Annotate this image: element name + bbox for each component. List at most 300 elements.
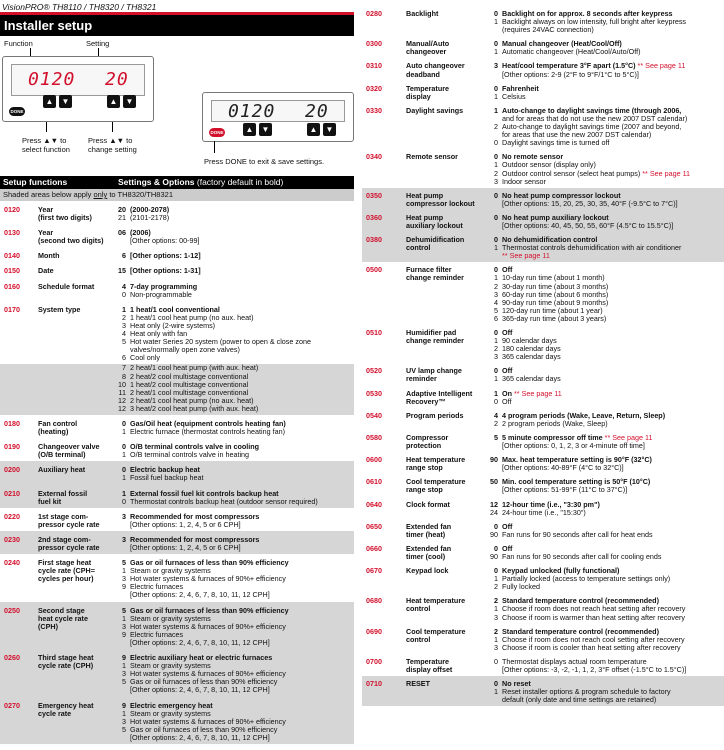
option-item [488, 222, 724, 230]
option-value: 7 [122, 363, 126, 373]
option-list [488, 153, 724, 185]
option-value: 3 [122, 320, 126, 330]
setting-row [362, 676, 724, 706]
option-list [488, 10, 724, 34]
option-list [488, 628, 724, 652]
option-text: Off [502, 396, 512, 406]
option-list [488, 523, 724, 539]
option-list [116, 443, 354, 459]
option-text: Steam or gravity systems [130, 613, 211, 623]
function-label: Function [4, 39, 33, 48]
function-code: 0650 [366, 521, 382, 531]
see-page-reference: ** See page 11 [511, 388, 562, 398]
option-value: 1 [494, 388, 498, 398]
option-value: 3 [494, 61, 498, 71]
option-value: 3 [494, 612, 498, 622]
function-down-arrow-icon[interactable]: ▼ [59, 95, 72, 108]
option-text: Gas or oil furnaces of less than 90% efficiency [130, 724, 278, 734]
option-text: Indoor sensor [502, 176, 546, 186]
option-text: Gas or oil furnaces of less than 90% efficiency [130, 677, 278, 687]
thermostat-display-left [2, 56, 154, 122]
option-value: 0 [122, 465, 126, 475]
option-text: Min. cool temperature setting is 50°F (10°C) [502, 477, 651, 487]
function-name: External fossil fuel kit [38, 488, 88, 506]
option-item [488, 486, 724, 494]
option-item [116, 639, 354, 647]
option-text: Fossil fuel backup heat [130, 473, 204, 483]
option-value: 5 [122, 558, 126, 568]
option-value: 5 [122, 605, 126, 615]
function-code: 0180 [4, 418, 20, 428]
option-item [488, 353, 724, 361]
option-list [116, 466, 354, 482]
function-code: 0500 [366, 265, 382, 275]
setting-row [362, 474, 724, 496]
option-value [116, 544, 126, 552]
option-text: [Other options: 51-99°F (11°C to 37°C)] [502, 485, 628, 495]
option-text: Max. heat temperature setting is 90°F (32°C) [502, 455, 652, 465]
option-list [116, 229, 354, 245]
option-text: [Other options: 2-9 (2°F to 9°F/1°C to 5°C)] [502, 69, 639, 79]
option-text: and for areas that do not use the new 2007 DST calendar) [502, 113, 688, 123]
function-code: 0300 [366, 39, 382, 49]
setting-row [0, 461, 354, 484]
done-button-highlighted[interactable]: DONE [210, 130, 224, 135]
option-text: Off [502, 328, 513, 337]
option-item [488, 375, 724, 383]
option-value: 2 [494, 281, 498, 291]
option-text: [Other options: 0, 1, 2, 3 or 4-minute off time] [502, 441, 645, 451]
function-code: 0520 [366, 366, 382, 376]
option-text: (2101-2178) [130, 213, 170, 223]
option-list [116, 252, 354, 260]
option-item [488, 666, 724, 674]
option-text: 365 calendar days [502, 352, 561, 362]
setting-row [362, 654, 724, 676]
setting-row [362, 210, 724, 232]
setting-row [0, 301, 354, 365]
function-code: 0580 [366, 432, 382, 442]
function-code: 0340 [366, 152, 382, 162]
option-value: 8 [122, 371, 126, 381]
option-value: 4 [122, 281, 126, 291]
option-value: 1 [122, 450, 126, 460]
option-text: Gas/Oil heat (equipment controls heating fan) [130, 418, 286, 428]
option-value: 2 [494, 582, 498, 592]
option-value: 90 [490, 455, 498, 465]
option-value: 3 [122, 534, 126, 544]
option-value: 1 [494, 91, 498, 101]
option-value: 1 [494, 105, 498, 115]
option-item [116, 686, 354, 694]
option-list [116, 513, 354, 529]
setting-row [362, 232, 724, 262]
option-list [116, 267, 354, 275]
option-text: [Other options: 00-99] [130, 236, 200, 246]
option-text: 7-day programming [130, 281, 198, 291]
function-name: 1st stage com- pressor cycle rate [38, 511, 100, 529]
option-value [488, 26, 498, 34]
option-item [488, 26, 724, 34]
option-text: Gas or oil furnaces of less than 90% efficiency [130, 605, 289, 615]
function-name: Keypad lock [406, 566, 449, 576]
option-value: 0 [122, 442, 126, 452]
col-settings-options [118, 176, 283, 189]
function-code: 0350 [366, 190, 382, 200]
option-value [116, 521, 126, 529]
function-name: Remote sensor [406, 152, 458, 162]
setting-row [0, 262, 354, 277]
option-text: for areas that use the new 2007 DST calendar) [502, 130, 652, 140]
option-text: On ** See page 11 [502, 388, 562, 398]
setting-row [0, 697, 354, 744]
option-text: 365-day run time (about 3 years) [502, 313, 607, 323]
option-value [488, 222, 498, 230]
option-text: 365 calendar days [502, 374, 561, 384]
option-list [488, 567, 724, 591]
shade-note-post: to TH8320/TH8321 [107, 190, 173, 199]
option-value: 1 [494, 687, 498, 697]
setting-row [362, 58, 724, 80]
option-item [488, 398, 724, 406]
option-list [488, 192, 724, 208]
option-value: 0 [494, 83, 498, 93]
option-list [488, 266, 724, 323]
setting-row [0, 415, 354, 438]
function-name: Backlight [406, 9, 439, 18]
function-code: 0640 [366, 499, 382, 509]
option-value: 3 [122, 621, 126, 631]
function-code: 0120 [4, 205, 20, 214]
option-text: Daylight savings time is turned off [502, 138, 610, 148]
option-value: 0 [122, 289, 126, 299]
option-text: Thermostat controls backup heat (outdoor sensor required) [130, 496, 318, 506]
setting-row [0, 508, 354, 531]
option-text: 2 heat/1 cool heat pump (with aux. heat) [130, 363, 259, 373]
function-down-arrow-icon[interactable]: ▼ [259, 123, 272, 136]
setting-row [0, 485, 354, 508]
option-value: 0 [494, 212, 498, 222]
option-value: 0 [494, 396, 498, 406]
left-column [0, 0, 354, 744]
option-text: Keypad unlocked (fully functional) [502, 566, 620, 576]
option-list [116, 607, 354, 647]
option-value: 3 [494, 289, 498, 299]
option-value: 3 [494, 642, 498, 652]
option-text: Steam or gravity systems [130, 708, 211, 718]
option-value: 0 [494, 366, 498, 376]
option-list [488, 478, 724, 494]
option-text: Automatic changeover (Heat/Cool/Auto/Off) [502, 47, 641, 57]
option-text: No reset [502, 679, 531, 689]
option-value [488, 200, 498, 208]
function-name: Fan control (heating) [38, 418, 78, 437]
option-list [488, 62, 724, 78]
function-name: Year (second two digits) [38, 228, 104, 246]
option-item [488, 531, 724, 539]
option-text: Electric auxiliary heat or electric furnaces [130, 653, 273, 663]
option-text: Thermostat controls dehumidification with air conditioner [502, 243, 682, 253]
option-value: 1 [494, 17, 498, 27]
function-code [0, 364, 38, 413]
option-value: 0 [494, 152, 498, 162]
option-text: Reset installer options & program schedule to factory [502, 687, 671, 697]
option-text: No remote sensor [502, 152, 564, 162]
option-text: Off [502, 543, 513, 553]
option-list [116, 654, 354, 694]
function-name: Cool temperature range stop [406, 477, 466, 495]
option-text: 1 heat/2 cool multistage conventional [130, 379, 249, 389]
function-name: First stage heat cycle rate (CPH= cycles per hour) [38, 558, 95, 584]
option-value: 3 [122, 716, 126, 726]
option-text: 24-hour time (i.e., "15:30") [502, 507, 586, 517]
option-value [488, 71, 498, 79]
option-value: 2 [122, 312, 126, 322]
function-name: Clock format [406, 499, 450, 509]
option-text: Gas or oil furnaces of less than 90% efficiency [130, 558, 289, 568]
setting-row [362, 6, 724, 36]
setting-row [362, 103, 724, 149]
option-text: Heat/cool temperature 3°F apart (1.5°C) ** See page 11 [502, 61, 686, 71]
option-text: Standard temperature control (recommended) [502, 626, 659, 636]
caption-done: Press DONE to exit & save settings. [204, 157, 325, 166]
option-item [116, 734, 354, 742]
option-item [116, 428, 354, 436]
option-value: 0 [494, 521, 498, 531]
option-text: 90-day run time (about 9 months) [502, 297, 609, 307]
option-text: 2 heat/1 cool heat pump (no aux. heat) [130, 395, 254, 405]
option-text: Fan runs for 90 seconds after call for heat ends [502, 529, 653, 539]
option-value: 1 [122, 661, 126, 671]
setting-row [0, 649, 354, 696]
option-value: 11 [118, 387, 126, 397]
option-value [116, 686, 126, 694]
option-value: 0 [494, 679, 498, 689]
option-item [116, 498, 354, 506]
option-text: Cool only [130, 353, 160, 363]
option-text: 10-day run time (about 1 month) [502, 273, 605, 283]
function-name: Auxiliary heat [38, 465, 86, 475]
option-item [488, 696, 724, 704]
option-item [488, 252, 724, 260]
function-code: 0190 [4, 442, 20, 452]
option-value: 9 [122, 582, 126, 592]
option-text: Thermostat displays actual room temperature [502, 656, 647, 666]
option-list [488, 40, 724, 56]
option-item [116, 474, 354, 482]
option-text: Hot water systems & furnaces of 90%+ efficiency [130, 621, 286, 631]
option-item [488, 48, 724, 56]
option-text: Outdoor sensor (display only) [502, 160, 596, 170]
option-value: 1 [494, 273, 498, 283]
col-setup-functions: Setup functions [3, 177, 68, 187]
option-text: Fully locked [502, 582, 540, 592]
option-text: 5 minute compressor off time ** See page 11 [502, 432, 653, 442]
function-code: 0540 [366, 410, 382, 420]
option-item [488, 200, 724, 208]
done-button[interactable]: DONE [10, 109, 24, 114]
function-code: 0680 [366, 596, 382, 606]
option-text: Hot water systems & furnaces of 90%+ efficiency [130, 669, 286, 679]
option-text: 3 heat/2 cool heat pump (with aux. heat) [130, 403, 259, 413]
setting-row [0, 531, 354, 554]
option-value: 4 [494, 297, 498, 307]
option-list [488, 501, 724, 517]
setting-row [0, 201, 354, 224]
option-item [488, 390, 724, 398]
option-text: No dehumidification control [502, 235, 598, 245]
option-text: Electric emergency heat [130, 700, 213, 710]
option-item [116, 544, 354, 552]
option-list [116, 420, 354, 436]
option-text: default (only date and time settings are retained) [502, 695, 657, 705]
option-text: 180 calendar days [502, 344, 561, 354]
option-list [488, 597, 724, 621]
option-value [488, 696, 498, 704]
option-text: (2006) [130, 228, 151, 238]
setting-row [362, 386, 724, 408]
option-text [502, 252, 724, 260]
display-screen [211, 100, 345, 122]
option-value: 1 [122, 566, 126, 576]
option-text: Choose if room does not reach heat setting after recovery [502, 604, 686, 614]
option-value: 3 [122, 511, 126, 521]
setting-up-arrow-icon[interactable]: ▲ [107, 95, 120, 108]
option-value: 0 [494, 543, 498, 553]
option-value: 5 [122, 337, 126, 347]
option-value: 5 [494, 432, 498, 442]
setting-row [0, 224, 354, 247]
see-page-reference: ** See page 11 [502, 251, 550, 261]
function-code: 0360 [366, 212, 382, 222]
option-text: Backlight always on low intensity, full bright after keypress [502, 17, 687, 27]
function-code-display: 0120 [228, 101, 276, 122]
option-value: 1 [494, 574, 498, 584]
option-value: 12 [118, 395, 126, 405]
setting-value-display: 20 [105, 69, 129, 90]
option-text: No heat pump compressor lockout [502, 190, 621, 200]
option-value: 4 [122, 329, 126, 339]
option-text: [Other options: -3, -2, -1, 1, 2, 3°F offset (-1.5°C to 1.5°C)] [502, 665, 687, 674]
option-value [488, 442, 498, 450]
shade-note-only: only [93, 190, 108, 199]
setting-down-arrow-icon[interactable]: ▼ [323, 123, 336, 136]
option-text: Hot water systems & furnaces of 90%+ efficiency [130, 574, 286, 584]
option-text: Electric furnaces [130, 629, 184, 639]
option-value: 0 [494, 235, 498, 245]
see-page-reference: ** See page 11 [602, 432, 653, 442]
setting-row [362, 430, 724, 452]
function-code: 0130 [4, 228, 20, 238]
function-up-arrow-icon[interactable]: ▲ [43, 95, 56, 108]
option-text: 30-day run time (about 3 months) [502, 281, 609, 291]
option-item [488, 509, 724, 517]
option-value: 2 [494, 122, 498, 132]
function-name: 2nd stage com- pressor cycle rate [38, 534, 100, 552]
option-value: 6 [494, 313, 498, 323]
option-value: 06 [118, 228, 126, 238]
display-screen [11, 64, 145, 96]
setting-row [362, 262, 724, 325]
option-value: 1 [122, 304, 126, 314]
function-name: Extended fan timer (heat) [406, 521, 452, 539]
option-item [116, 521, 354, 529]
option-value: 0 [494, 190, 498, 200]
setting-row [362, 563, 724, 593]
option-text: 4 program periods (Wake, Leave, Return, Sleep) [502, 410, 666, 420]
option-value: 1 [494, 604, 498, 614]
option-item [488, 420, 724, 428]
option-text: [Other options: 2, 4, 6, 7, 8, 10, 11, 12 CPH] [130, 637, 270, 647]
option-text: Off [502, 521, 513, 531]
right-settings-list [362, 6, 724, 706]
function-name: Heat pump compressor lockout [406, 190, 475, 208]
option-value: 20 [118, 205, 126, 214]
setting-down-arrow-icon[interactable]: ▼ [123, 95, 136, 108]
option-value [116, 591, 126, 599]
section-title: Installer setup [0, 12, 354, 36]
option-list [116, 306, 354, 363]
function-name: Heat pump auxiliary lockout [406, 212, 463, 230]
function-code: 0250 [4, 605, 20, 615]
function-code: 0700 [366, 656, 382, 666]
option-text: 2 heat/2 cool multistage conventional [130, 371, 249, 381]
option-value: 1 [122, 427, 126, 437]
setting-row [0, 364, 354, 415]
option-value: 1 [122, 473, 126, 483]
option-item [116, 405, 354, 413]
option-text: 12-hour time (i.e., "3:30 pm") [502, 499, 600, 509]
option-text: Hot water Series 20 system (power to open & close zone [130, 337, 311, 347]
setting-row [362, 541, 724, 563]
option-value: 12 [118, 403, 126, 413]
setup-diagram [0, 36, 354, 176]
option-text: 2 program periods (Wake, Sleep) [502, 418, 608, 428]
option-text: Electric backup heat [130, 465, 200, 475]
option-text: Auto-change to daylight savings time (2007 and beyond, [502, 122, 682, 132]
option-value: 6 [122, 353, 126, 363]
option-text: 1 heat/1 cool heat pump (no aux. heat) [130, 312, 254, 322]
option-text: Outdoor control sensor (select heat pumps) ** See page 11 [502, 168, 691, 178]
shade-note [0, 189, 354, 201]
option-text: Choose if room is cooler than heat setting after recovery [502, 642, 681, 652]
option-item [116, 214, 354, 222]
function-name: RESET [406, 679, 430, 689]
function-name: Furnace filter change reminder [406, 265, 464, 283]
setting-up-arrow-icon[interactable]: ▲ [307, 123, 320, 136]
setting-row [362, 497, 724, 519]
option-item [488, 178, 724, 186]
function-name: Program periods [406, 410, 464, 420]
option-list [488, 680, 724, 704]
function-code: 0260 [4, 653, 20, 663]
option-list [488, 236, 724, 260]
option-item [488, 614, 724, 622]
function-up-arrow-icon[interactable]: ▲ [243, 123, 256, 136]
option-list [116, 702, 354, 742]
setting-row [362, 81, 724, 103]
option-list [116, 490, 354, 506]
setting-row [362, 36, 724, 58]
option-text: 60-day run time (about 6 months) [502, 289, 609, 299]
function-code: 0530 [366, 388, 382, 398]
function-code: 0220 [4, 511, 20, 521]
option-text: 90 calendar days [502, 336, 557, 346]
option-text: Celsius [502, 91, 526, 101]
option-value [116, 734, 126, 742]
option-item [116, 267, 354, 275]
setting-row [0, 554, 354, 601]
